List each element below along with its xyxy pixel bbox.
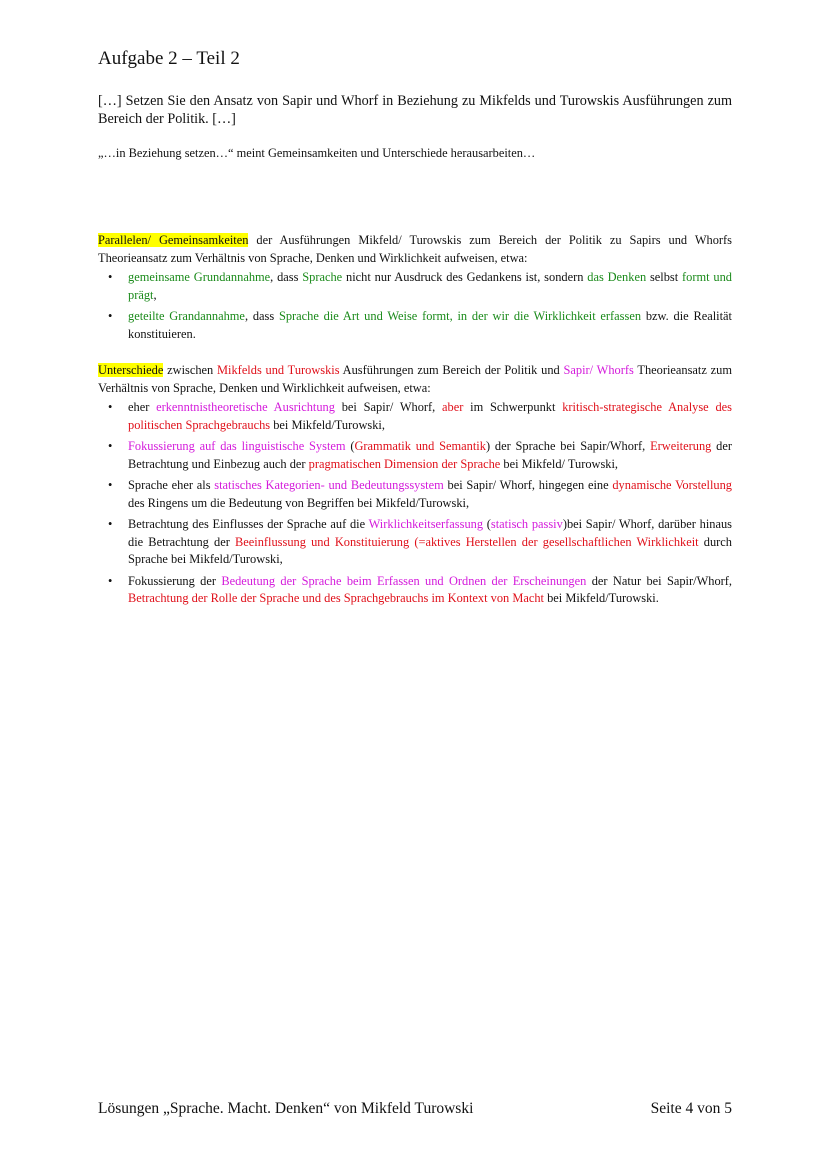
text-run: , dass <box>244 309 279 323</box>
colored-text-run: Sapir/ Whorfs <box>563 363 634 377</box>
colored-text-run: Grammatik und Semantik <box>354 439 486 453</box>
text-run: der Natur bei Sapir/Whorf, <box>586 573 733 588</box>
bullet-icon: • <box>108 309 113 323</box>
text-run: bei Mikfeld/Turowski, <box>270 417 385 432</box>
text-run: selbst <box>646 270 683 284</box>
list-item <box>98 477 732 512</box>
section-commonalities <box>98 232 732 347</box>
section-commonalities-intro <box>98 232 732 267</box>
list-item <box>98 308 732 343</box>
text-run: bei Mikfeld/ Turowski, <box>500 456 619 471</box>
colored-text-run: formt und prägt <box>128 270 732 302</box>
task-statement: […] Setzen Sie den Ansatz von Sapir und Whorf in Beziehung zu Mikfelds und Turowskis Ausführungen zum Bereich der Politik. […] <box>98 93 732 127</box>
text-run: Sprache eher als <box>128 478 215 492</box>
colored-text-run: erkenntnistheoretische Ausrichtung <box>156 400 335 414</box>
text-run: der Betrachtung und Einbezug auch der <box>128 439 732 471</box>
text-run: Theorieansatz zum Verhältnis von Sprache, Denken und Wirklichkeit aufweisen, etwa: <box>98 363 732 395</box>
colored-text-run: Sprache <box>302 270 343 284</box>
colored-text-run: Fokussierung auf das linguistische System <box>128 439 346 453</box>
colored-text-run: Bedeutung der Sprache beim Erfassen und Ordnen der Erscheinungen <box>221 573 587 588</box>
highlight-label: Parallelen/ Gemeinsamkeiten <box>98 233 249 247</box>
list-item <box>98 438 732 473</box>
text-run: , <box>153 287 157 302</box>
text-run: bei Sapir/ Whorf, hingegen eine <box>443 478 613 492</box>
text-run: ( <box>483 517 491 531</box>
colored-text-run: Beeinflussung und Konstituierung (=aktives Herstellen der gesellschaftlichen Wirklichkeit <box>235 534 699 549</box>
colored-text-run: statisches Kategorien- und Bedeutungssystem <box>214 478 444 492</box>
bullet-icon: • <box>108 517 113 531</box>
text-run: bei Sapir/ Whorf, <box>334 400 443 414</box>
bullet-icon: • <box>108 400 113 414</box>
list-item <box>98 516 732 569</box>
text-run: Betrachtung des Einflusses der Sprache auf die <box>128 517 369 531</box>
colored-text-run: das Denken <box>587 270 647 284</box>
differences-list <box>98 399 732 608</box>
text-run: im Schwerpunkt <box>463 400 563 414</box>
colored-text-run: kritisch-strategische Analyse des politischen Sprachgebrauchs <box>128 400 732 432</box>
footer-title: Lösungen „Sprache. Macht. Denken“ von Mikfeld Turowski <box>98 1100 474 1117</box>
intro-runs <box>98 363 732 395</box>
text-run: eher <box>128 400 157 414</box>
highlight-label: Unterschiede <box>98 363 164 377</box>
section-differences <box>98 362 732 612</box>
colored-text-run: Sprache die Art und Weise formt, in der wir die Wirklichkeit erfassen <box>278 309 642 323</box>
colored-text-run: pragmatischen Dimension der Sprache <box>308 456 501 471</box>
text-run: )bei Sapir/ Whorf, darüber hinaus die Betrachtung der <box>128 517 733 549</box>
list-item <box>98 399 732 434</box>
colored-text-run: statisch passiv <box>490 517 563 531</box>
bullet-icon: • <box>108 270 113 284</box>
colored-text-run: aber <box>442 400 464 414</box>
text-run: ( <box>345 439 355 453</box>
colored-text-run: Mikfelds und Turowskis <box>217 363 340 377</box>
text-run: nicht nur Ausdruck des Gedankens ist, sondern <box>342 270 588 284</box>
list-item <box>98 573 732 608</box>
text-run: Ausführungen zum Bereich der Politik und <box>339 363 564 377</box>
bullet-icon: • <box>108 478 113 492</box>
commonalities-list <box>98 269 732 343</box>
colored-text-run: Wirklichkeitserfassung <box>368 517 484 531</box>
colored-text-run: Betrachtung der Rolle der Sprache und des Sprachgebrauchs im Kontext von Macht <box>128 591 544 605</box>
colored-text-run: gemeinsame Grundannahme <box>128 270 271 284</box>
intro-text: der Ausführungen Mikfeld/ Turowskis zum Bereich der Politik zu Sapirs und Whorfs Theorieansatz zum Verhältnis von Sprache, Denken und Wirklichkeit aufweisen, etwa: <box>98 233 732 265</box>
colored-text-run: dynamische Vorstellung <box>612 478 732 492</box>
list-item <box>98 269 732 304</box>
colored-text-run: geteilte Grandannahme <box>128 309 245 323</box>
text-run: , dass <box>270 270 303 284</box>
text-run: des Ringens um die Bedeutung von Begriffen bei Mikfeld/Turowski, <box>128 495 470 510</box>
bullet-icon: • <box>108 573 113 588</box>
text-run: Fokussierung der <box>128 573 222 588</box>
task-note: „…in Beziehung setzen…“ meint Gemeinsamkeiten und Unterschiede herausarbeiten… <box>98 146 536 160</box>
colored-text-run: Erweiterung <box>650 439 712 453</box>
page-number: Seite 4 von 5 <box>650 1100 732 1117</box>
text-run: zwischen <box>163 363 218 377</box>
text-run: bzw. die Realität konstituieren. <box>128 309 732 341</box>
text-run: bei Mikfeld/Turowski. <box>544 591 659 605</box>
text-run: durch Sprache bei Mikfeld/Turowski, <box>128 534 732 566</box>
page-title: Aufgabe 2 – Teil 2 <box>98 48 240 69</box>
section-differences-intro <box>98 362 732 397</box>
bullet-icon: • <box>108 439 113 453</box>
text-run: ) der Sprache bei Sapir/Whorf, <box>485 439 651 453</box>
